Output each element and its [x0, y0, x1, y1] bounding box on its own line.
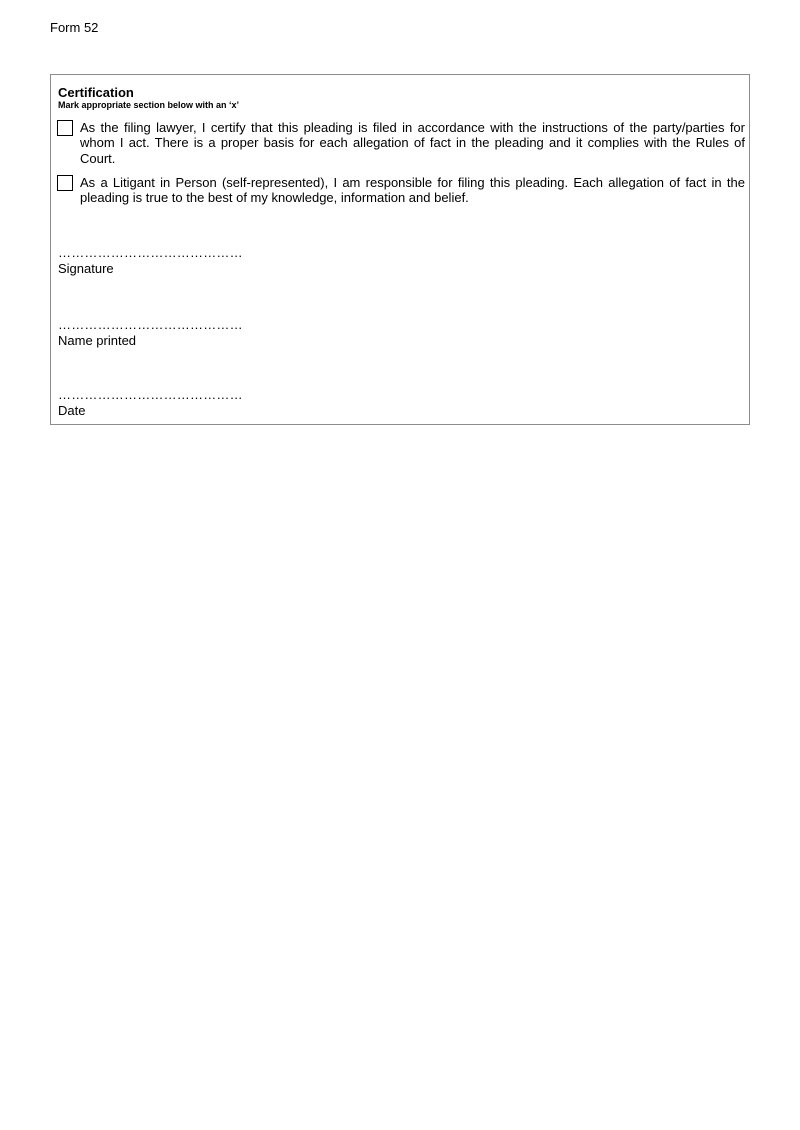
signature-field: [58, 247, 243, 276]
signature-line[interactable]: ……………………………………: [58, 245, 243, 260]
certification-title: Certification: [58, 85, 134, 100]
certification-instruction: Mark appropriate section below with an ‘x’: [58, 100, 240, 110]
date-line[interactable]: ……………………………………: [58, 387, 243, 402]
litigant-in-person-statement: As a Litigant in Person (self-represented), I am responsible for filing this pleading. Each allegation of fact in the pleading is true to the best of my knowledge, information and belief.: [80, 175, 745, 206]
litigant-in-person-checkbox[interactable]: [57, 175, 73, 191]
form-number: Form 52: [50, 20, 99, 35]
filing-lawyer-checkbox[interactable]: [57, 120, 73, 136]
certification-section: [50, 74, 750, 425]
signature-label: Signature: [58, 261, 114, 276]
date-label: Date: [58, 403, 86, 418]
name-printed-field: [58, 319, 243, 348]
filing-lawyer-statement: As the filing lawyer, I certify that this pleading is filed in accordance with the instructions of the party/parties for whom I act. There is a proper basis for each allegation of fact in the pleading and it complies with the Rules of Court.: [80, 120, 745, 166]
name-printed-line[interactable]: ……………………………………: [58, 317, 243, 332]
name-printed-label: Name printed: [58, 333, 137, 348]
date-field: [58, 389, 243, 418]
